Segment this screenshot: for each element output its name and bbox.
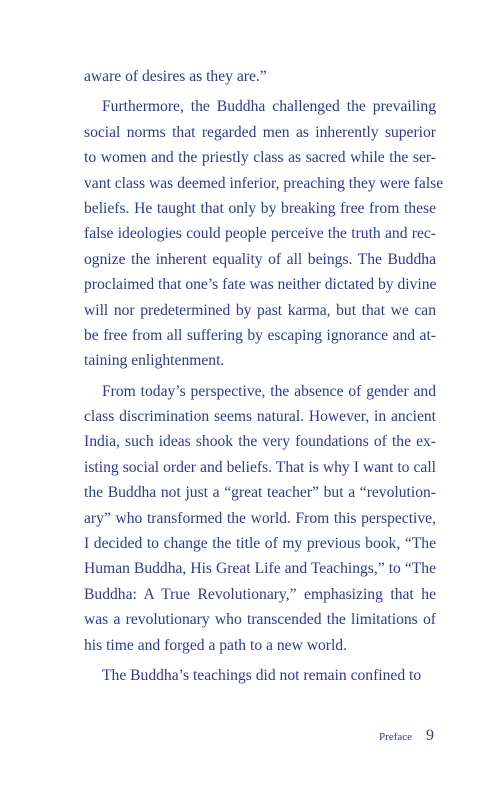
text-line: Furthermore, the Buddha challenged the prevailing [102, 98, 436, 116]
page-number: 9 [426, 727, 434, 744]
text-line: I decided to change the title of my previous book, “The [84, 535, 436, 553]
page-footer [379, 727, 434, 745]
text-line: to women and the priestly class as sacred while the ser- [84, 149, 436, 167]
text-line: vant class was deemed inferior, preaching they were false [84, 174, 444, 192]
body-text [84, 64, 444, 688]
text-line: The Buddha’s teachings did not remain confined to [102, 666, 422, 684]
text-line: will nor predetermined by past karma, but that we can [84, 301, 436, 319]
text-line: be free from all suffering by escaping ignorance and at- [84, 326, 436, 344]
text-line: isting social order and beliefs. That is why I want to call [84, 458, 436, 476]
text-line: his time and forged a path to a new world. [84, 636, 348, 654]
paragraph [84, 379, 436, 658]
text-line: ognize the inherent equality of all beings. The Buddha [84, 250, 436, 268]
text-line: class discrimination seems natural. However, in ancient [84, 408, 436, 426]
text-line: social norms that regarded men as inherently superior [84, 123, 436, 141]
text-line: aware of desires as they are.” [84, 68, 267, 85]
running-footer-section: Preface [379, 731, 412, 743]
paragraph [84, 663, 436, 688]
text-line: the Buddha not just a “great teacher” but a “revolution- [84, 484, 436, 502]
text-line: beliefs. He taught that only by breaking free from these [84, 199, 436, 217]
text-line: India, such ideas shook the very foundations of the ex- [84, 433, 436, 451]
text-line: proclaimed that one’s fate was neither dictated by divine [84, 276, 437, 294]
paragraph [84, 94, 444, 373]
text-line: false ideologies could people perceive the truth and rec- [84, 225, 436, 243]
paragraph [84, 64, 436, 89]
text-line: Buddha: A True Revolutionary,” emphasizing that he [84, 585, 436, 603]
text-line: taining enlightenment. [84, 352, 225, 370]
text-line: From today’s perspective, the absence of gender and [102, 382, 436, 400]
text-line: ary” who transformed the world. From this perspective, [84, 509, 436, 527]
text-line: Human Buddha, His Great Life and Teachings,” to “The [84, 560, 436, 578]
text-line: was a revolutionary who transcended the limitations of [84, 611, 436, 629]
